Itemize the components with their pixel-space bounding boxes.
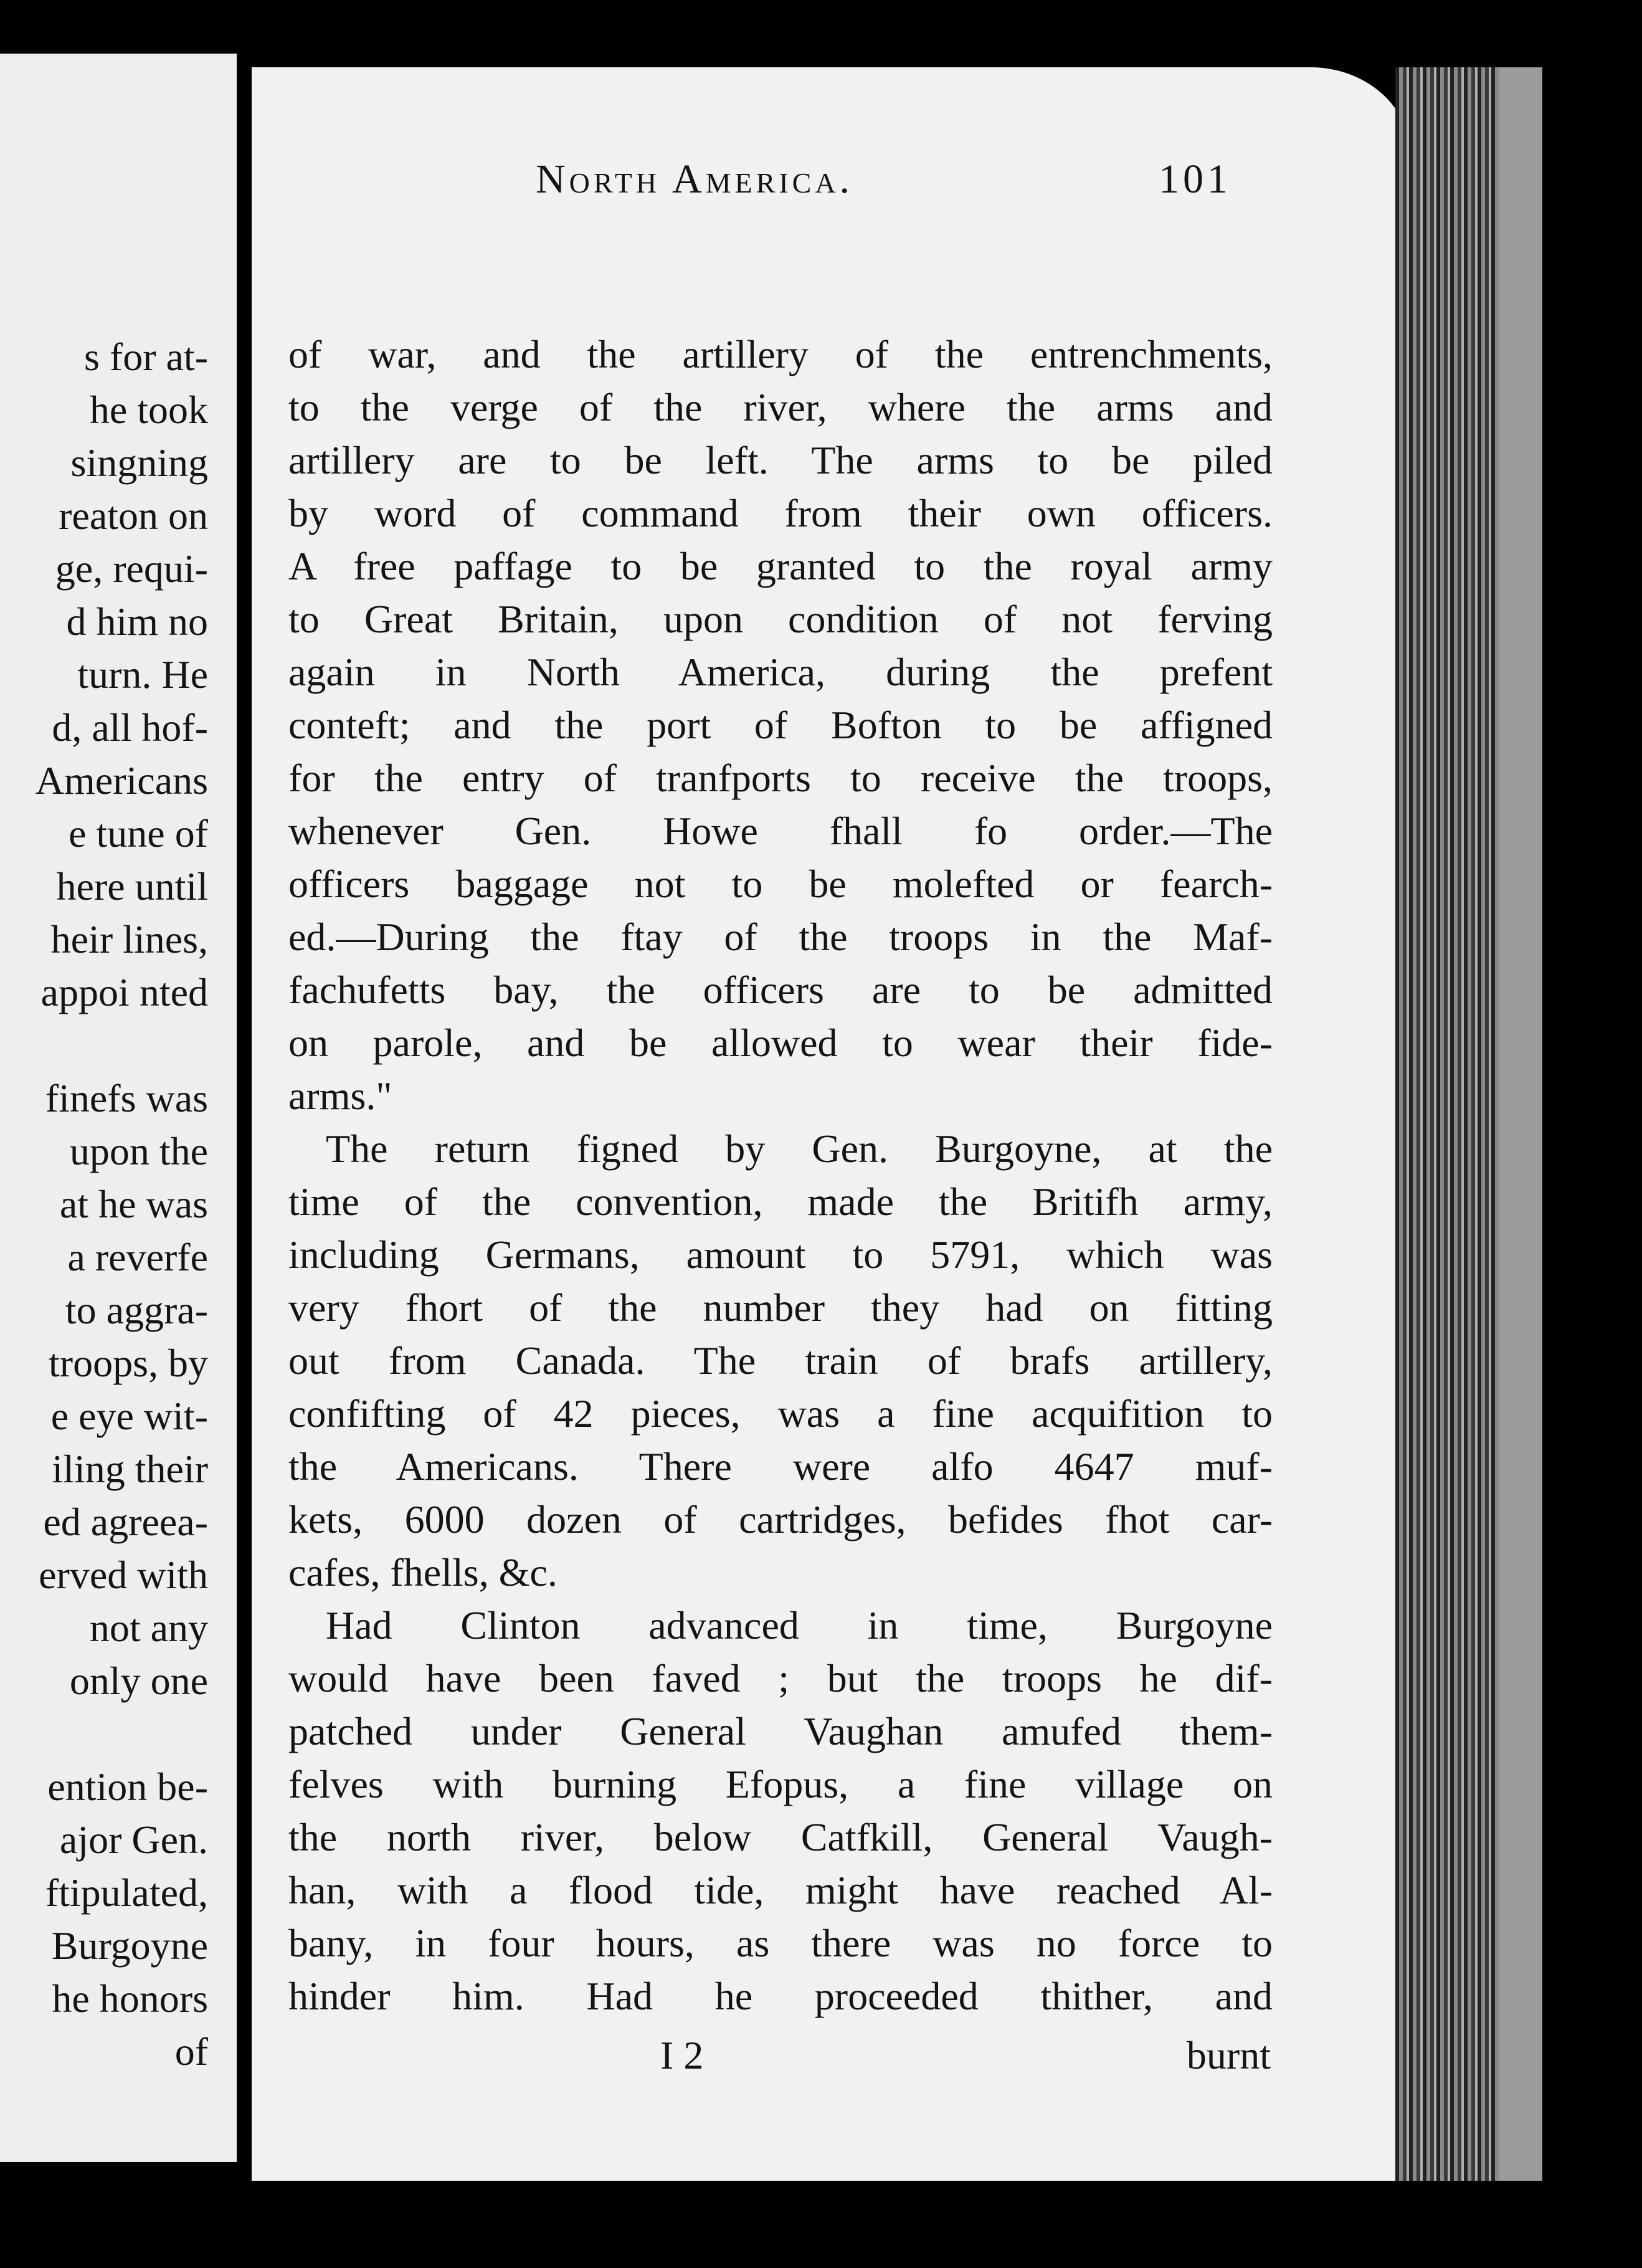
left-page-line: ention be-: [47, 1765, 208, 1809]
text-line: the Americans. There were alfo 4647 muf-: [288, 1444, 1273, 1489]
left-page-line: not any: [89, 1606, 208, 1650]
page-edges: [1395, 67, 1542, 2181]
running-head: [274, 137, 1232, 212]
signature-mark: I 2: [660, 2033, 704, 2077]
text-line: again in North America, during the prefent: [288, 650, 1273, 694]
text-line: including Germans, amount to 5791, which was: [288, 1232, 1273, 1277]
page-footer: [274, 2032, 1271, 2095]
left-page-line: singning: [70, 441, 208, 485]
text-line: confifting of 42 pieces, was a fine acquifition to: [288, 1391, 1273, 1436]
left-page-line: reaton on: [59, 493, 208, 538]
text-line: time of the convention, made the Britifh army,: [288, 1179, 1273, 1224]
left-page-line: ftipulated,: [45, 1870, 208, 1915]
left-page-line: troops, by: [49, 1341, 208, 1385]
left-page-line: ed agreea-: [43, 1500, 208, 1544]
text-line: on parole, and be allowed to wear their fide-: [288, 1021, 1273, 1065]
text-line: to Great Britain, upon condition of not ferving: [288, 597, 1273, 641]
left-page-line: upon the: [69, 1129, 208, 1173]
text-line: A free paffage to be granted to the royal army: [288, 544, 1273, 588]
left-page-line: e eye wit-: [50, 1394, 208, 1438]
text-line: of war, and the artillery of the entrenchments,: [288, 332, 1273, 376]
text-line: would have been faved ; but the troops he dif-: [288, 1656, 1273, 1700]
left-page-line: ajor Gen.: [59, 1818, 208, 1862]
text-line: bany, in four hours, as there was no force to: [288, 1921, 1273, 1965]
left-page-line: he honors: [52, 1976, 208, 2021]
left-page-line: d him no: [66, 599, 208, 644]
running-title: North America.: [536, 156, 854, 202]
text-line: conteft; and the port of Bofton to be affigned: [288, 703, 1273, 747]
left-page-line: s for at-: [83, 335, 208, 379]
left-page-line: here until: [56, 864, 208, 908]
text-line: by word of command from their own officers.: [288, 491, 1273, 535]
left-page-line: at he was: [59, 1182, 208, 1226]
left-page-line: appoi nted: [40, 970, 208, 1014]
text-line: to the verge of the river, where the arms and: [288, 385, 1273, 429]
left-page-line: ge, requi-: [55, 546, 208, 591]
left-page-line: erved with: [39, 1553, 208, 1597]
left-page-line: Americans: [35, 758, 208, 803]
left-page-line: d, all hof-: [52, 705, 208, 750]
left-page-line: heir lines,: [50, 917, 208, 961]
left-page-line: e tune of: [69, 811, 208, 855]
left-page-line: finefs was: [45, 1076, 208, 1120]
paragraph-start-line: The return figned by Gen. Burgoyne, at the: [326, 1127, 1273, 1171]
left-page-line: a reverfe: [67, 1235, 208, 1279]
text-line: kets, 6000 dozen of cartridges, befides fhot car-: [288, 1497, 1273, 1541]
text-line: han, with a flood tide, might have reached Al-: [288, 1868, 1273, 1912]
page-number: 101: [1159, 156, 1232, 202]
left-page-line: only one: [69, 1659, 208, 1703]
left-page-line: of: [174, 2029, 208, 2074]
text-line: artillery are to be left. The arms to be piled: [288, 438, 1273, 482]
text-line: officers baggage not to be molefted or fearch-: [288, 862, 1273, 906]
text-line: felves with burning Efopus, a fine village on: [288, 1762, 1273, 1806]
text-line: hinder him. Had he proceeded thither, and: [288, 1974, 1273, 2018]
text-line: the north river, below Catfkill, General Vaugh-: [288, 1815, 1273, 1859]
text-line: arms.": [288, 1074, 392, 1118]
catchword: burnt: [1186, 2033, 1271, 2077]
paragraph-start-line: Had Clinton advanced in time, Burgoyne: [326, 1603, 1273, 1647]
text-line: whenever Gen. Howe fhall fo order.—The: [288, 809, 1273, 853]
text-line: patched under General Vaughan amufed them-: [288, 1709, 1273, 1753]
text-line: cafes, fhells, &c.: [288, 1550, 558, 1594]
body-text: [288, 328, 1273, 2023]
left-page-line: he took: [89, 388, 208, 432]
text-line: for the entry of tranfports to receive the troops,: [288, 756, 1273, 800]
text-line: fachufetts bay, the officers are to be admitted: [288, 968, 1273, 1012]
facing-page-left: [0, 54, 237, 2162]
left-page-line: to aggra-: [65, 1288, 208, 1332]
left-page-line: turn. He: [77, 652, 208, 697]
left-page-line: Burgoyne: [51, 1923, 208, 1968]
text-line: out from Canada. The train of brafs artillery,: [288, 1338, 1273, 1383]
text-line: ed.—During the ftay of the troops in the Maf-: [288, 915, 1273, 959]
text-line: very fhort of the number they had on fitting: [288, 1285, 1273, 1330]
left-page-line: iling their: [52, 1447, 208, 1491]
